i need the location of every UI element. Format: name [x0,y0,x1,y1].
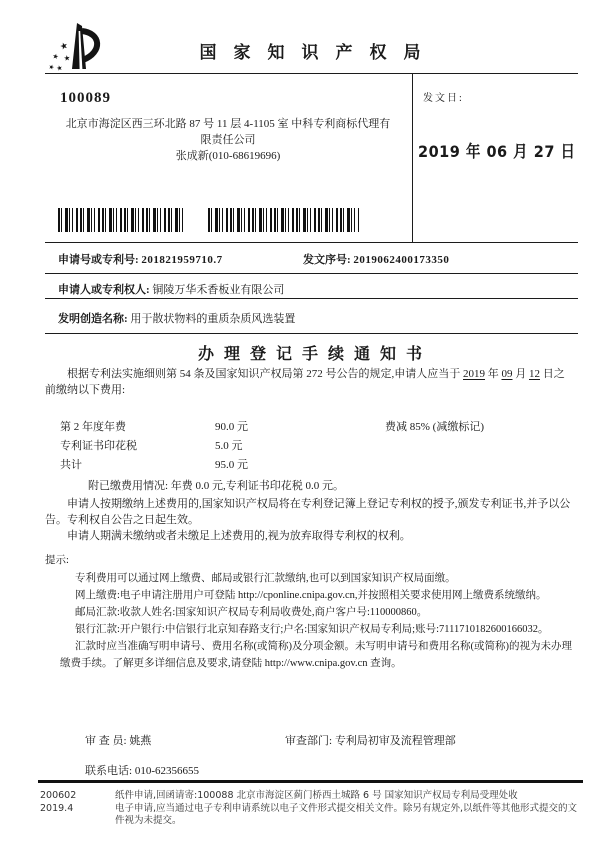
dispatch-date-label: 发文日: [423,93,464,104]
paid-fees-note: 附已缴费用情况: 年费 0.0 元,专利证书印花税 0.0 元。 [88,480,345,492]
tips-list [60,570,572,672]
due-month: 09 [501,368,513,380]
examiner-label: 审 查 员: [85,735,127,747]
intro-suffix: 日之前缴纳以下费用: [45,368,565,396]
due-day: 12 [529,368,540,380]
vertical-divider [412,73,413,242]
dispatch-date-value: 2019 年 06 月 27 日 [418,143,576,162]
serial-number-label: 发文序号: [303,254,351,266]
invention-title-field [58,310,295,326]
fee-name: 专利证书印花税 [60,440,137,452]
fee-amount: 90.0 元 [215,421,248,433]
application-number-field [58,251,223,267]
row-divider-1 [45,273,578,274]
serial-number-value: 2019062400173350 [353,254,450,266]
fee-reduction-note: 费减 85% (减缴标记) [385,421,484,433]
recipient-contact: 张成新(010-68619696) [175,150,281,162]
notice-title: 办理登记手续通知书 [197,346,432,363]
month-unit: 月 [512,368,529,380]
agency-title: 国家知识产权局 [199,43,438,62]
invention-title-label: 发明创造名称: [58,313,128,325]
body-paragraph-grant: 申请人按期缴纳上述费用的,国家知识产权局将在专利登记簿上登记专利权的授予,颁发专利证书,并予以公告。专利权自公告之日起生效。 [45,498,571,526]
svg-text:★: ★ [63,53,71,63]
body-paragraph-forfeit: 申请人期满未缴纳或者未缴足上述费用的,视为放弃取得专利权的权利。 [67,530,411,542]
tip-item: 专利费用可以通过网上缴费、邮局或银行汇款缴纳,也可以到国家知识产权局面缴。 [75,573,456,584]
notice-intro-paragraph [45,366,572,398]
svg-text:★: ★ [58,39,70,52]
notice-body [45,496,572,544]
row-divider-3 [45,333,578,334]
tip-item: 汇款时应当准确写明申请号、费用名称(或简称)及分项金额。未写明申请号和费用名称(或简称)的视为未办理缴费手续。了解更多详细信息及要求,请登陆 http://www.cnipa.gov.cn 查询。 [60,641,572,669]
svg-text:★: ★ [47,63,56,72]
year-unit: 年 [485,368,502,380]
postal-code: 100089 [60,90,111,106]
invention-title-value: 用于散状物料的重质杂质风选装置 [130,313,296,325]
footer-paper-filing-line: 纸件申请,回函请寄:100088 北京市海淀区蓟门桥西土城路 6 号 国家知识产权局专利局受理处收 [115,790,518,801]
form-version: 2019.4 [40,802,74,814]
barcode-right [208,208,359,232]
recipient-address [58,116,398,164]
address-line-2: 限责任公司 [200,134,256,146]
applicant-value: 铜陵万华禾香板业有限公司 [152,284,285,296]
tip-item: 网上缴费:电子申请注册用户可登陆 http://cponline.cnipa.gov.cn,并按照相关要求使用网上缴费系统缴纳。 [75,590,547,601]
due-year: 2019 [463,368,485,380]
application-number-value: 201821959710.7 [141,254,223,266]
footer-instructions [115,790,585,828]
fee-name: 共计 [60,459,82,471]
contact-phone-label: 联系电话: [85,765,133,777]
tips-label: 提示: [45,555,69,566]
form-code: 200602 [40,790,77,801]
row-divider-2 [45,298,578,299]
review-department-name: 专利局初审及流程管理部 [334,735,456,747]
review-department-label: 审查部门: [285,735,333,747]
tip-item: 银行汇款:开户银行:中信银行北京知春路支行;户名:国家知识产权局专利局;账号:7111710182600166032。 [75,624,549,635]
header-divider [45,73,578,74]
address-line-1: 北京市海淀区西三环北路 87 号 11 层 4-1105 室 中科专利商标代理有 [65,118,391,130]
contact-phone-number: 010-62356655 [134,765,199,777]
fee-name: 第 2 年度年费 [60,421,126,433]
intro-prefix: 根据专利法实施细则第 54 条及国家知识产权局第 272 号公告的规定,申请人应当于 [67,368,463,380]
barcode-left [58,208,184,232]
svg-text:★: ★ [55,63,64,73]
svg-text:★: ★ [51,52,60,62]
footer-electronic-filing-line: 电子申请,应当通过电子专利申请系统以电子文件形式提交相关文件。除另有规定外,以纸件等其他形式提交的文件视为未提交。 [115,802,578,826]
applicant-field [58,281,284,297]
fee-amount: 5.0 元 [215,440,243,452]
contact-phone-field [85,762,199,778]
section-divider-1 [45,242,578,243]
review-department-field [285,732,456,748]
footer-divider [38,780,583,783]
examiner-field [85,732,151,748]
application-number-label: 申请号或专利号: [58,254,139,266]
serial-number-field [303,251,449,267]
tip-item: 邮局汇款:收款人姓名:国家知识产权局专利局收费处,商户客户号:110000860。 [75,607,428,618]
fee-amount: 95.0 元 [215,459,248,471]
examiner-name: 姚燕 [129,735,152,747]
form-code-block [40,790,76,815]
applicant-label: 申请人或专利权人: [58,284,150,296]
